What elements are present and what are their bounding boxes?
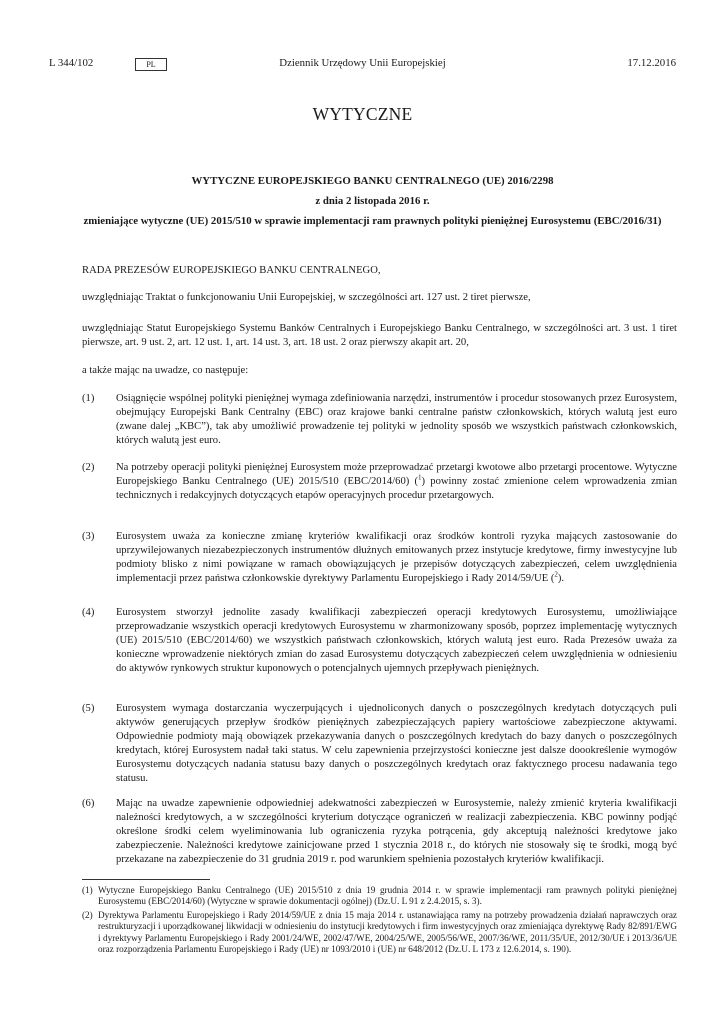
recital-text (116, 530, 677, 586)
journal-reference: L 344/102 (49, 57, 94, 69)
recital-item (82, 530, 677, 586)
footnote-number: (1) (82, 885, 93, 895)
recital-text: Mając na uwadze zapewnienie odpowiedniej adekwatności zabezpieczeń w Eurosystemie, należy zmienić kryteria kwalifikacji należności kredytowych, a w szczególności kryterium dotyczące ograniczeń w realizacji zabezpieczenia. KBC powinny podjąć określone środki celem wyeliminowania lub ograniczenia ryzyka potrącenia, gdy akceptują należności kredytowe jako zabezpieczenie. Należności kredytowe zainicjowane przed 1 stycznia 2018 r., do których nie stosowały się te środki, mogą być przekazane na zabezpieczenie do 31 grudnia 2019 r. pod warunkiem spełnienia pozostałych kryteriów kwalifikacji. (116, 798, 677, 865)
recital-item (82, 392, 677, 448)
recitals-intro: a także mając na uwadze, co następuje: (82, 365, 249, 376)
recital-text: Eurosystem wymaga dostarczania wyczerpujących i ujednoliconych danych o poszczególnych kredytach dotyczących puli aktywów generujących przepływ środków pieniężnych zabezpieczających papiery wartościowe zabezpieczone aktywami. Odpowiednie podmioty mają obowiązek przekazywania danych o poszczególnych kredytach do bazy danych o poszczególnych kredytach, której Eurosystem nadał taki status. W celu zapewnienia przejrzystości konieczne jest dalsze doookreślenie wymogów Eurosystemu dotyczących nadania statusu bazy danych o poszczególnych kredytach oraz faktycznego procesu nadawania tego statusu. (116, 703, 677, 784)
section-title: WYTYCZNE (312, 104, 413, 124)
citation-treaty: uwzględniając Traktat o funkcjonowaniu Unii Europejskiej, w szczególności art. 127 ust. 2 tiret pierwsze, (82, 292, 531, 303)
footnote (82, 910, 677, 956)
recital-item (82, 702, 677, 785)
recital-text-part: Na potrzeby operacji polityki pieniężnej Eurosystem może przeprowadzać przetargi kwotowe albo przetargi procentowe. Wytyczne Europejskiego Banku Centralnego (UE) 2015/510 (EBC/2014/60) ( (116, 462, 677, 487)
page-header (49, 57, 676, 73)
recital-number: (3) (82, 531, 95, 542)
recital-number: (5) (82, 703, 95, 714)
recital-text: Eurosystem stworzył jednolite zasady kwalifikacji zabezpieczeń operacji kredytowych Eurosystemu, umożliwiające przeprowadzanie wszystkich operacji kredytowych Eurosystemu w zharmonizowany sposób, poprzez implementację wytycznych (UE) 2015/510 (EBC/2014/60) we wszystkich państwach członkowskich, których walutą jest euro. Rada Prezesów uważa za konieczne wprowadzenie niektórych zmian do zasad Eurosystemu dotyczących zabezpieczeń celem uwzględnienia w odniesieniu do aktywów rynkowych struktur kuponowych o potencjalnych ujemnych przepływach pieniężnych. (116, 607, 677, 674)
footnote-reference[interactable]: 2 (554, 570, 558, 579)
footnote-divider (82, 879, 210, 880)
language-badge: PL (135, 58, 167, 71)
citation-statute: uwzględniając Statut Europejskiego Systemu Banków Centralnych i Europejskiego Banku Centralnego, w szczególności art. 3 ust. 1 tiret pierwsze, art. 9 ust. 2, art. 12 ust. 1, art. 14 ust. 3, art. 18 ust. 2 oraz pierwszy akapit art. 20, (82, 323, 677, 348)
publication-date: 17.12.2016 (627, 57, 676, 69)
recital-item (82, 606, 677, 676)
recital-item (82, 797, 677, 867)
act-date: z dnia 2 listopada 2016 r. (315, 195, 430, 207)
recital-text: Osiągnięcie wspólnej polityki pieniężnej wymaga zdefiniowania narzędzi, instrumentów i procedur stosowanych przez Eurosystem, obejmujący Europejski Bank Centralny (EBC) oraz krajowe banki centralne państw członkowskich, których walutą jest euro (zwane dalej „KBC”), tak aby umożliwić prowadzenie tej polityki w jednolity sposób we wszystkich państwach członkowskich, których walutą jest euro. (116, 393, 677, 446)
footnote (82, 885, 677, 908)
recital-item (82, 461, 677, 503)
footnote-reference[interactable]: 1 (418, 473, 422, 482)
recital-number: (1) (82, 393, 95, 404)
recital-text-part: ) powinny zostać zmienione celem wprowadzenia zmian technicznych i redakcyjnych dotyczących etapów operacyjnych procedur przetargowych. (116, 475, 677, 501)
journal-name: Dziennik Urzędowy Unii Europejskiej (279, 57, 446, 69)
recital-number: (4) (82, 607, 95, 618)
recital-text-part: Eurosystem uważa za konieczne zmianę kryteriów kwalifikacji oraz środków kontroli ryzyka mających zastosowanie do uprzywilejowanych niezabezpieczonych instrumentów dłużnych emitowanych przez instytucje kredytowe, firmy inwestycyjne lub podmioty blisko z nimi powiązane w ramach obowiązujących je przepisów dotyczących zabezpieczeń, celem uwzględnienia implementacji przez państwa członkowskie dyrektywy Parlamentu Europejskiego i Rady 2014/59/UE ( (116, 531, 677, 584)
recital-number: (6) (82, 798, 95, 809)
footnote-text: Wytyczne Europejskiego Banku Centralnego (UE) 2015/510 z dnia 19 grudnia 2014 r. w sprawie implementacji ram prawnych polityki pieniężnej Eurosystemu (EBC/2014/60) (Wytyczne w sprawie dokumentacji ogólnej) (Dz.U. L 91 z 2.4.2015, s. 3). (98, 885, 677, 907)
recital-text-part: ). (557, 572, 565, 584)
recital-number: (2) (82, 462, 95, 473)
act-title: WYTYCZNE EUROPEJSKIEGO BANKU CENTRALNEGO (UE) 2016/2298 (191, 175, 554, 187)
footnote-number: (2) (82, 910, 93, 920)
issuing-body: RADA PREZESÓW EUROPEJSKIEGO BANKU CENTRALNEGO, (82, 265, 381, 276)
act-subject: zmieniające wytyczne (UE) 2015/510 w sprawie implementacji ram prawnych polityki pieniężnej Eurosystemu (EBC/2016/31) (83, 215, 662, 227)
recital-text (116, 461, 677, 503)
footnote-text: Dyrektywa Parlamentu Europejskiego i Rady 2014/59/UE z dnia 15 maja 2014 r. ustanawiająca ramy na potrzeby prowadzenia działań naprawczych oraz restrukturyzacji i uporządkowanej likwidacji w odniesieniu do instytucji kredytowych i firm inwestycyjnych oraz zmieniająca dyrektywę Rady 82/891/EWG i dyrektywy Parlamentu Europejskiego i Rady 2001/24/WE, 2002/47/WE, 2004/25/WE, 2005/56/WE, 2007/36/WE, 2011/35/UE, 2012/30/UE i 2013/36/UE oraz rozporządzenia Parlamentu Europejskiego i Rady (UE) nr 1093/2010 i (UE) nr 648/2012 (Dz.U. L 173 z 12.6.2014, s. 190). (98, 910, 677, 955)
